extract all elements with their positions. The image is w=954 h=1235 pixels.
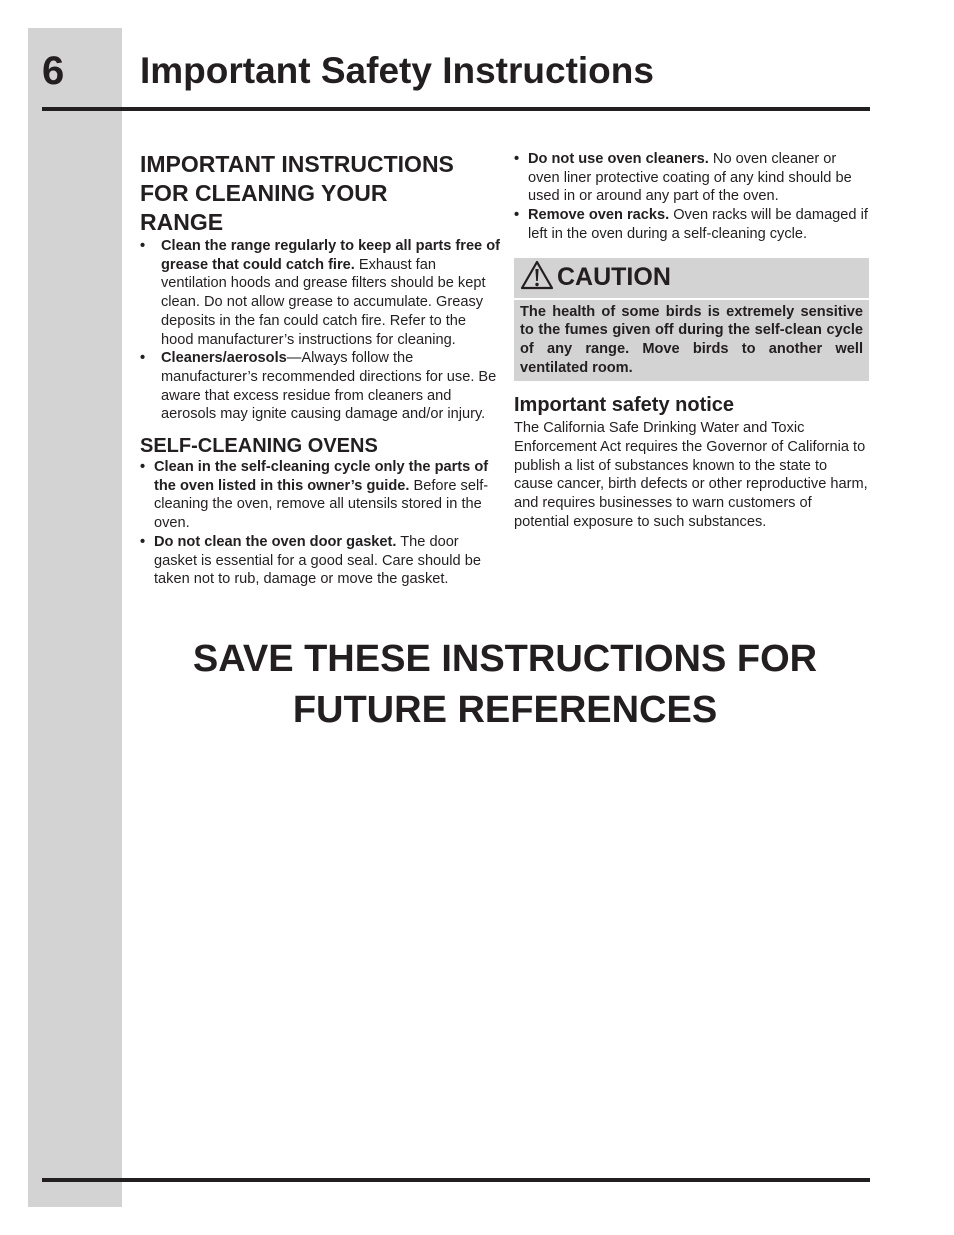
item-text: The door gasket is essential for a good seal. Care should be taken not to rub, damage or move the gasket. [154, 533, 481, 588]
list-item: • Do not clean the oven door gasket. The door gasket is essential for a good seal. Care should be taken not to rub, damage or move the gasket. [140, 533, 481, 588]
side-band [28, 28, 122, 1207]
item-bold-text: Do not clean the oven door gasket. [154, 533, 397, 550]
item-bold-text: Remove oven racks. [528, 207, 670, 224]
notice-text: The California Safe Drinking Water and Toxic Enforcement Act requires the Governor of California to publish a list of substances known to the state to cause cancer, birth defects or other reproductive harm, and requires businesses to warn customers of potential exposure to such substances. [514, 420, 868, 530]
caution-box [514, 258, 869, 382]
warning-triangle-icon [520, 260, 554, 295]
item-text: Oven racks will be damaged if left in the oven during a self-cleaning cycle. [528, 207, 868, 242]
cleaning-heading-line: FOR CLEANING YOUR [140, 180, 388, 206]
caution-header [514, 258, 869, 298]
item-bold-text: Do not use oven cleaners. [528, 151, 709, 167]
caution-title: CAUTION [557, 263, 671, 292]
item-text: Before self-cleaning the oven, remove all utensils stored in the oven. [154, 477, 489, 532]
self-cleaning-list [140, 458, 500, 589]
footer-rule [42, 1178, 870, 1182]
list-item: • Clean the range regularly to keep all parts free of grease that could catch fire. Exhaust fan ventilation hoods and grease filters should be kept clean. Do not allow grease to accumulate. Greasy deposits in the fan could catch fire. Refer to the hood manufacturer’s instructions for cleaning. [140, 238, 501, 348]
item-bold-text: Clean the range regularly to keep all parts free of grease that could catch fire. [161, 238, 501, 273]
save-line: FUTURE REFERENCES [292, 689, 718, 731]
left-column [140, 150, 500, 589]
right-column [514, 150, 870, 532]
item-text: Exhaust fan ventilation hoods and grease filters should be kept clean. Do not allow grease to accumulate. Greasy deposits in the fan could catch fire. Refer to the hood manufacturer’s instructions for cleaning. [161, 256, 486, 348]
item-text: No oven cleaner or oven liner protective coating of any kind should be used in or around any part of the oven. [528, 151, 852, 205]
cleaning-heading-line: RANGE [140, 209, 224, 235]
header-rule [42, 107, 870, 111]
list-item: • Remove oven racks. Oven racks will be damaged if left in the oven during a self-cleaning cycle. [514, 207, 868, 242]
caution-text: The health of some birds is extremely sensitive to the fumes given off during the self-clean cycle of any range. Move birds to another well ventilated room. [514, 298, 869, 382]
self-cleaning-heading: SELF-CLEANING OVENS [140, 435, 378, 458]
cleaning-heading [140, 150, 500, 237]
item-bold-text: Clean in the self-cleaning cycle only the parts of the oven listed in this owner’s guide. [154, 459, 489, 494]
list-item: • Do not use oven cleaners. No oven cleaner or oven liner protective coating of any kind should be used in or around any part of the oven. [514, 151, 852, 205]
save-instructions-banner [140, 634, 870, 736]
oven-list [514, 150, 870, 244]
page-title: Important Safety Instructions [140, 50, 654, 91]
cleaning-heading-line: IMPORTANT INSTRUCTIONS [140, 151, 454, 177]
item-bold-text: Cleaners/aerosols [161, 350, 287, 367]
notice-heading: Important safety notice [514, 394, 735, 417]
list-item: • Cleaners/aerosols—Always follow the manufacturer’s recommended directions for use. Be aware that excess residue from cleaners and aerosols may ignite causing damage and/or injury. [140, 350, 497, 423]
item-text: —Always follow the manufacturer’s recommended directions for use. Be aware that excess residue from cleaners and aerosols may ignite causing damage and/or injury. [161, 350, 497, 423]
page-number: 6 [42, 49, 65, 93]
list-item: • Clean in the self-cleaning cycle only the parts of the oven listed in this owner’s guide. Before self-cleaning the oven, remove all utensils stored in the oven. [140, 459, 489, 532]
save-line: SAVE THESE INSTRUCTIONS FOR [192, 638, 818, 680]
cleaning-list [140, 237, 500, 424]
